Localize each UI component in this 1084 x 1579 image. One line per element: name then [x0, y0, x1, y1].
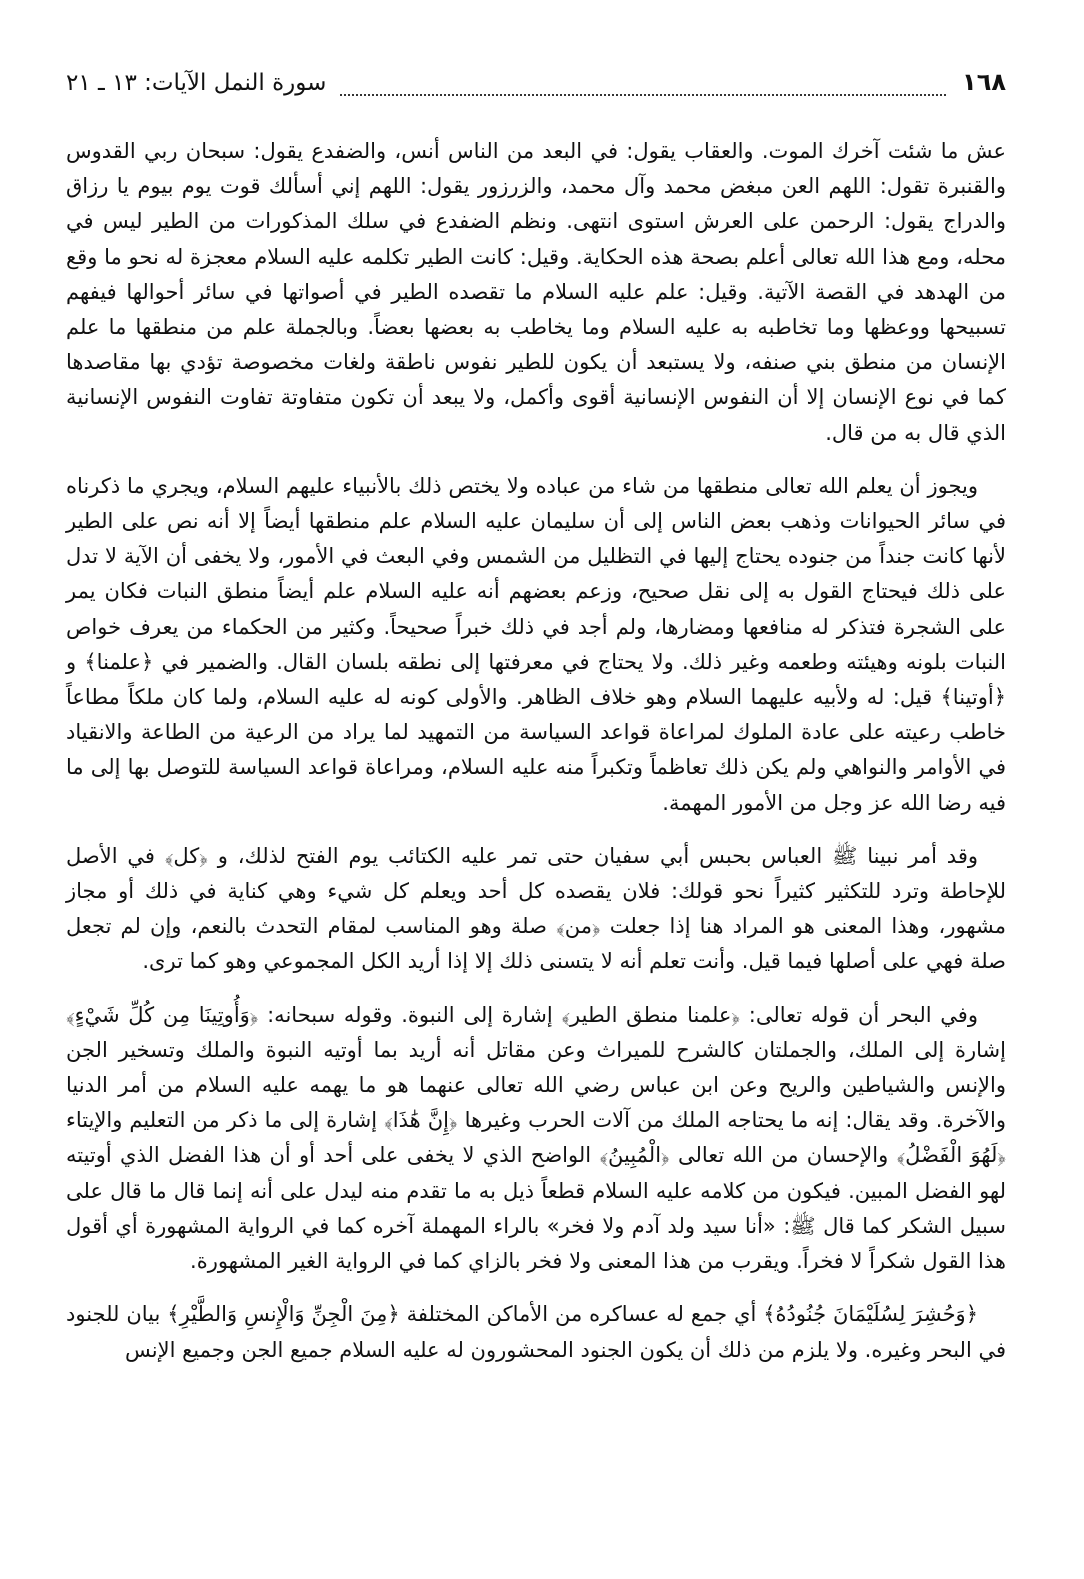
chapter-reference: سورة النمل الآيات: ١٣ ـ ٢١	[66, 70, 327, 96]
paragraph: عش ما شئت آخرك الموت. والعقاب يقول: في البعد من الناس أنس، والضفدع يقول: سبحان ربي القدوس والقنبرة تقول: اللهم العن مبغض محمد وآل محمد، والزرزور يقول: اللهم إني أسألك قوت يوم بيوم يا رزاق والدراج يقول: الرحمن على العرش استوى انتهى. ونظم الضفدع في سلك المذكورات من الطير ليس في محله، ومع هذا الله تعالى أعلم بصحة هذه الحكاية. وقيل: كانت الطير تكلمه عليه السلام معجزة له نحو ما وقع من الهدهد في القصة الآتية. وقيل: علم عليه السلام ما تقصده الطير في أصواتها في سائر أحوالها فيفهم تسبيحها ووعظها وما تخاطبه به عليه السلام وما يخاطب به بعضها بعضاً. وبالجملة علم من منطقها ما علم الإنسان من منطق بني صنفه، ولا يستبعد أن يكون للطير نفوس ناطقة ولغات مخصوصة تؤدي بها مقاصدها كما في نوع الإنسان إلا أن النفوس الإنسانية أقوى وأكمل، ولا يبعد أن تكون متفاوتة تفاوت النفوس الإنسانية الذي قال به من قال.	[66, 139, 1006, 445]
paragraph: وفي البحر أن قوله تعالى: ﴿علمنا منطق الطير﴾ إشارة إلى النبوة. وقوله سبحانه: ﴿وَأُوتِينَا مِن كُلِّ شَيْءٍ﴾ إشارة إلى الملك، والجملتان كالشرح للميراث وعن مقاتل أنه أريد بما أوتيه النبوة والملك وتسخير الجن والإنس والشياطين والريح وعن ابن عباس رضي الله تعالى عنهما هو ما يهمه عليه السلام من أمر الدنيا والآخرة. وقد يقال: إنه ما يحتاجه الملك من آلات الحرب وغيرها ﴿إِنَّ هَٰذَا﴾ إشارة إلى ما ذكر من التعليم والإيتاء ﴿لَهُوَ الْفَضْلُ﴾ والإحسان من الله تعالى ﴿الْمُبِينُ﴾ الواضح الذي لا يخفى على أحد أو أن هذا الفضل الذي أوتيته لهو الفضل المبين. فيكون من كلامه عليه السلام قطعاً ذيل به ما تقدم منه ليدل على أنه إنما قال ما قال على سبيل الشكر كما قال ﷺ: «أنا سيد ولد آدم ولا فخر» بالراء المهملة آخره كما في الرواية المشهورة أي أقول هذا القول شكراً لا فخراً. ويقرب من هذا المعنى ولا فخر بالزاي كما في الرواية الغير المشهورة.	[66, 1002, 1006, 1274]
dotted-leader	[340, 80, 946, 96]
body-text	[66, 134, 1006, 1368]
page-number: ١٦٨	[962, 68, 1006, 96]
running-header	[66, 68, 1006, 108]
paragraph: وقد أمر نبينا ﷺ العباس بحبس أبي سفيان حتى تمر عليه الكتائب يوم الفتح لذلك، و ﴿كل﴾ في الأصل للإحاطة وترد للتكثير كثيراً نحو قولك: فلان يقصده كل أحد ويعلم كل شيء وهي كناية في ذلك أو مجاز مشهور، وهذا المعنى هو المراد هنا إذا جعلت ﴿من﴾ صلة وهو المناسب لمقام التحدث بالنعم، وإن لم تجعل صلة فهي على أصلها فيما قيل. وأنت تعلم أنه لا يتسنى ذلك إلا إذا أريد الكل المجموعي وهو كما ترى.	[66, 843, 1006, 974]
paragraph: ﴿وَحُشِرَ لِسُلَيْمَانَ جُنُودُهُ﴾ أي جمع له عساكره من الأماكن المختلفة ﴿مِنَ الْجِنِّ وَالْإِنسِ وَالطَّيْرِ﴾ بيان للجنود في البحر وغيره. ولا يلزم من ذلك أن يكون الجنود المحشورون له عليه السلام جميع الجن وجميع الإنس	[66, 1302, 1006, 1362]
paragraph: ويجوز أن يعلم الله تعالى منطقها من شاء من عباده ولا يختص ذلك بالأنبياء عليهم السلام، ويجري ما ذكرناه في سائر الحيوانات وذهب بعض الناس إلى أن سليمان عليه السلام علم منطقها أيضاً إلا أنه نص على الطير لأنها كانت جنداً من جنوده يحتاج إليها في التظليل من الشمس وفي البعث في الأمور، ولا يخفى أن الآية لا تدل على ذلك فيحتاج القول به إلى نقل صحيح، وزعم بعضهم أنه عليه السلام علم أيضاً منطق النبات فكان يمر على الشجرة فتذكر له منافعها ومضارها، ولم أجد في ذلك خبراً صحيحاً. وكثير من الحكماء من يعرف خواص النبات بلونه وهيئته وطعمه وغير ذلك. ولا يحتاج في معرفتها إلى نطقه بلسان القال. والضمير في ﴿علمنا﴾ و ﴿أوتينا﴾ قيل: له ولأبيه عليهما السلام وهو خلاف الظاهر. والأولى كونه له عليه السلام، ولما كان ملكاً مطاعاً خاطب رعيته على عادة الملوك لمراعاة قواعد السياسة من التمهيد لما يراد من الرعية من الطاعة والانقياد في الأوامر والنواهي ولم يكن ذلك تعاظماً وتكبراً منه عليه السلام، ومراعاة قواعد السياسة للتوصل بها إلى ما فيه رضا الله عز وجل من الأمور المهمة.	[66, 473, 1006, 815]
